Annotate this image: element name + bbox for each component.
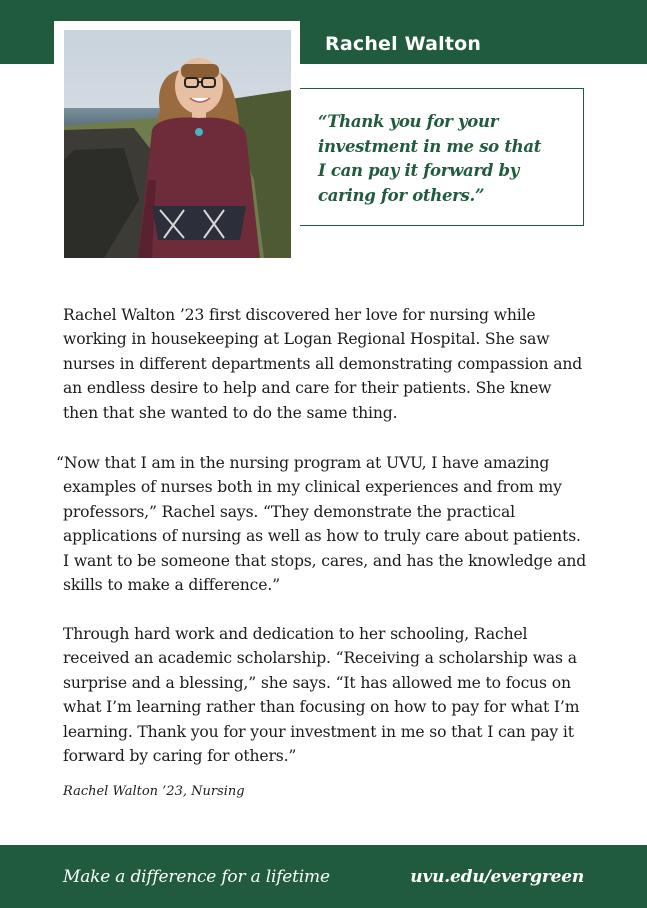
caption: Rachel Walton ’23, Nursing xyxy=(63,784,245,799)
student-name: Rachel Walton xyxy=(325,33,482,55)
pull-quote: “Thank you for your investment in me so that I can pay it forward by caring for others.” xyxy=(318,112,542,205)
body-paragraph-3: Through hard work and dedication to her schooling, Rachel received an academic scholarship. “Receiving a scholarship was a surprise and a blessing,” she says. “It has allowed me to focus on what I’m learning rather than focusing on how to pay for what I’m learning. Thank you for your investment in me so that I can pay it forward by caring for others.” xyxy=(63,625,580,766)
footer-url[interactable]: uvu.edu/evergreen xyxy=(410,867,584,887)
student-photo xyxy=(64,30,291,258)
footer-tagline: Make a difference for a lifetime xyxy=(63,867,330,887)
body-paragraph-2: “Now that I am in the nursing program at UVU, I have amazing examples of nurses both in my clinical experiences and from my professors,” Rachel says. “They demonstrate the practical applications of nursing as well as how to truly care about patients. I want to be someone that stops, cares, and has the knowledge and skills to make a difference.” xyxy=(56,454,587,595)
body-paragraph-1: Rachel Walton ’23 first discovered her love for nursing while working in housekeeping at Logan Regional Hospital. She saw nurses in different departments all demonstrating compassion and an endless desire to help and care for their patients. She knew then that she wanted to do the same thing. xyxy=(63,306,583,422)
